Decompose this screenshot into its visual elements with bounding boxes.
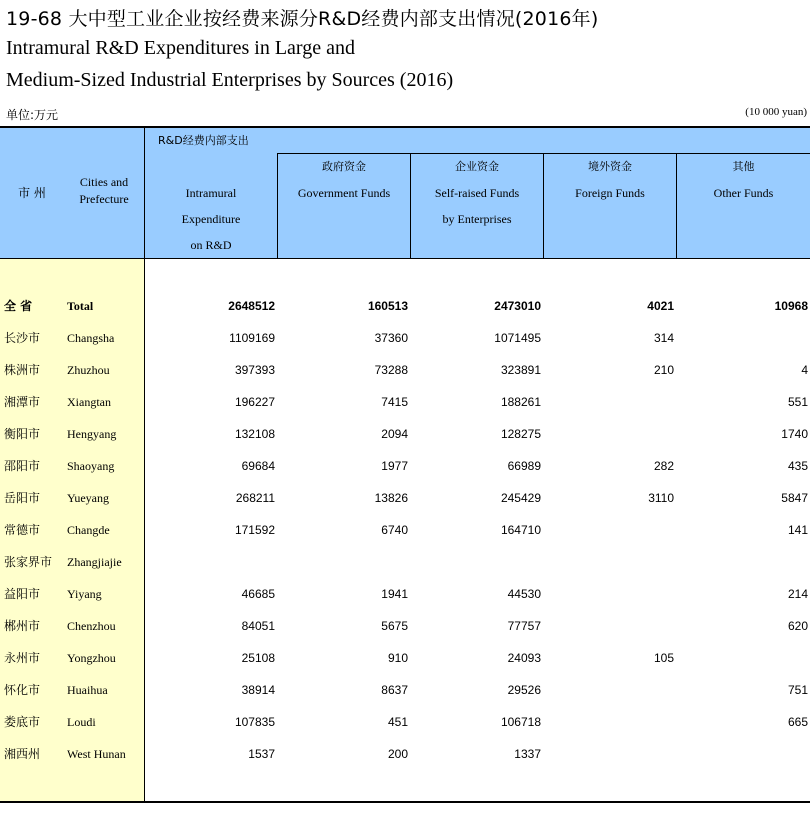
cell-other-funds: 10968 [774,299,808,313]
cell-self-raised-funds: 29526 [507,683,541,697]
row-name-cn: 邵阳市 [4,459,41,473]
row-name-en: Shaoyang [67,459,115,473]
row-name-en: Zhuzhou [67,363,110,377]
cell-government-funds: 200 [387,747,408,761]
cell-other-funds: 141 [787,523,808,537]
cell-government-funds: 13826 [374,491,408,505]
row-name-cn: 长沙市 [4,331,41,345]
cell-other-funds: 4 [801,363,808,377]
cell-self-raised-funds: 188261 [500,395,541,409]
header-col-foreign [544,154,676,206]
row-name-cn: 湘西州 [4,747,41,761]
cell-self-raised-funds: 2473010 [494,299,541,313]
header-col-self-en: by Enterprises [442,212,512,226]
cell-self-raised-funds: 66989 [507,459,541,473]
header-col-other-cn: 其他 [732,160,755,173]
table-row [0,322,810,354]
header-group-label: R&D经费内部支出 [158,134,249,147]
cell-intramural-expenditure: 132108 [234,427,275,441]
cell-government-funds: 73288 [374,363,408,377]
table-row [0,418,810,450]
cell-intramural-expenditure: 196227 [234,395,275,409]
cell-foreign-funds: 3110 [648,491,674,505]
row-name-cn: 永州市 [4,651,41,665]
header-col-total-line: on R&D [190,238,232,252]
cell-other-funds: 214 [787,587,808,601]
header-region-cn: 市 州 [18,186,46,200]
table-row [0,610,810,642]
table-row [0,578,810,610]
table-row-total [0,290,810,322]
cell-self-raised-funds: 245429 [500,491,541,505]
cell-foreign-funds: 314 [653,331,674,345]
row-name-en: West Hunan [67,747,126,761]
cell-government-funds: 1977 [381,459,408,473]
cell-self-raised-funds: 77757 [507,619,541,633]
row-name-cn: 岳阳市 [4,491,41,505]
cell-intramural-expenditure: 46685 [241,587,275,601]
cell-government-funds: 37360 [374,331,408,345]
cell-self-raised-funds: 128275 [500,427,541,441]
header-col-other-en: Other Funds [713,186,774,200]
cell-intramural-expenditure: 1109169 [229,331,275,345]
cell-self-raised-funds: 1337 [514,747,541,761]
header-col-gov [278,154,410,206]
header-region-en [64,174,144,208]
cell-other-funds: 665 [787,715,808,729]
cell-government-funds: 7415 [381,395,408,409]
unit-label-en: (10 000 yuan) [745,106,807,118]
cell-other-funds: 1740 [781,427,808,441]
cell-intramural-expenditure: 2648512 [228,299,275,313]
cell-government-funds: 2094 [381,427,408,441]
cell-self-raised-funds: 106718 [500,715,541,729]
row-name-en: Loudi [67,715,96,729]
row-name-cn: 郴州市 [4,619,41,633]
cell-intramural-expenditure: 84051 [241,619,275,633]
cell-foreign-funds: 282 [653,459,674,473]
table-row [0,642,810,674]
cell-intramural-expenditure: 38914 [241,683,275,697]
row-name-en: Changsha [67,331,115,345]
table-bottom-rule [0,801,810,803]
table-row [0,450,810,482]
cell-intramural-expenditure: 397393 [234,363,275,377]
row-name-cn: 湘潭市 [4,395,41,409]
cell-intramural-expenditure: 268211 [235,491,275,505]
cell-foreign-funds: 4021 [647,299,674,313]
table-row [0,514,810,546]
table-row [0,354,810,386]
cell-self-raised-funds: 164710 [500,523,541,537]
header-col-gov-cn: 政府资金 [322,160,366,173]
row-name-en: Zhangjiajie [67,555,122,569]
row-name-cn: 怀化市 [4,683,41,697]
header-col-total [145,180,277,258]
table-row [0,738,810,770]
cell-government-funds: 451 [387,715,408,729]
row-name-cn: 衡阳市 [4,427,41,441]
cell-self-raised-funds: 1071495 [494,331,541,345]
table-row [0,674,810,706]
row-name-cn: 全 省 [4,299,33,313]
table-row [0,546,810,578]
cell-other-funds: 751 [787,683,808,697]
header-col-self-cn: 企业资金 [455,160,499,173]
header-col-self [411,154,543,232]
cell-other-funds: 551 [787,395,808,409]
row-name-en: Xiangtan [67,395,111,409]
unit-label-cn: 单位:万元 [6,108,59,122]
cell-intramural-expenditure: 171592 [234,523,275,537]
header-col-gov-en: Government Funds [297,186,391,200]
table-row [0,706,810,738]
row-name-cn: 常德市 [4,523,41,537]
header-region-en-line: Prefecture [79,192,129,206]
cell-intramural-expenditure: 25108 [241,651,275,665]
cell-intramural-expenditure: 69684 [241,459,275,473]
row-name-cn: 娄底市 [4,715,41,729]
row-name-cn: 张家界市 [4,555,53,569]
header-col-total-line: Intramural [185,186,237,200]
header-col-foreign-cn: 境外资金 [588,160,632,173]
row-name-en: Chenzhou [67,619,116,633]
header-bottom-rule [0,258,810,259]
cell-foreign-funds: 105 [653,651,674,665]
cell-intramural-expenditure: 107835 [234,715,275,729]
table-title-cn: 19-68 大中型工业企业按经费来源分R&D经费内部支出情况(2016年) [6,8,599,30]
cell-government-funds: 910 [387,651,408,665]
cell-other-funds: 620 [787,619,808,633]
row-name-en: Total [67,299,94,313]
table-top-rule [0,126,810,128]
row-name-cn: 株洲市 [4,363,41,377]
cell-self-raised-funds: 44530 [507,587,541,601]
cell-government-funds: 1941 [381,587,408,601]
header-col-total-line: Expenditure [181,212,241,226]
header-region-en-line: Cities and [79,175,129,189]
cell-self-raised-funds: 323891 [500,363,541,377]
cell-other-funds: 5847 [781,491,808,505]
header-col-foreign-en: Foreign Funds [575,186,645,200]
row-name-cn: 益阳市 [4,587,41,601]
cell-government-funds: 160513 [367,299,408,313]
row-name-en: Yongzhou [67,651,116,665]
table-row [0,386,810,418]
cell-government-funds: 6740 [381,523,408,537]
cell-foreign-funds: 210 [653,363,674,377]
table-row [0,482,810,514]
header-col-other [677,154,810,206]
row-name-en: Hengyang [67,427,117,441]
cell-government-funds: 8637 [381,683,408,697]
row-name-en: Huaihua [67,683,108,697]
row-name-en: Yueyang [67,491,109,505]
cell-self-raised-funds: 24093 [507,651,541,665]
table-title-en-line1: Intramural R&D Expenditures in Large and [6,37,355,59]
cell-intramural-expenditure: 1537 [248,747,275,761]
header-col-self-en: Self-raised Funds [434,186,520,200]
row-name-en: Yiyang [67,587,102,601]
table-title-en-line2: Medium-Sized Industrial Enterprises by Sources (2016) [6,69,454,91]
cell-government-funds: 5675 [381,619,408,633]
row-name-en: Changde [67,523,110,537]
cell-other-funds: 435 [787,459,808,473]
